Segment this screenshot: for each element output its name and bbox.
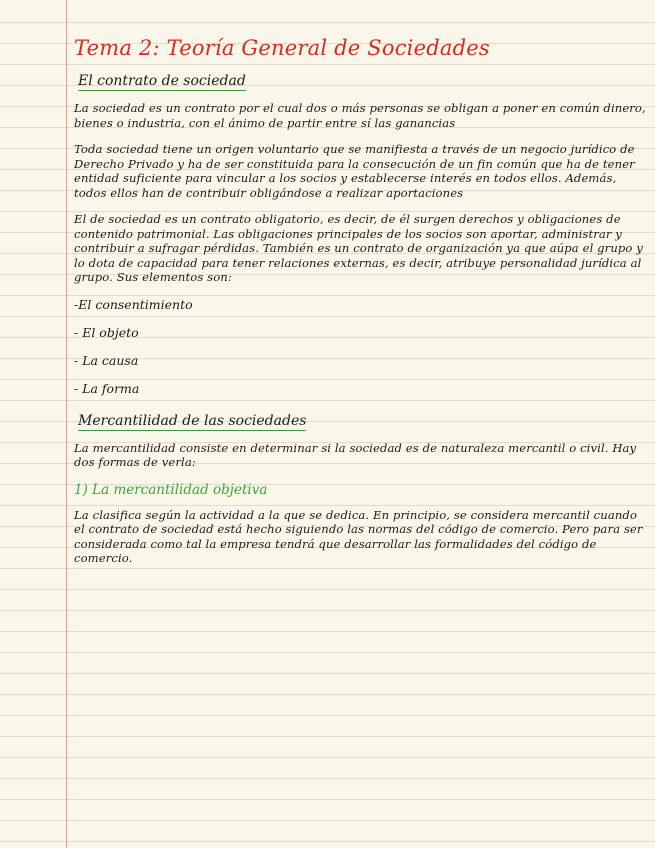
section-heading-mercantilidad: Mercantilidad de las sociedades [78, 412, 307, 429]
paragraph-mercantilidad-intro: La mercantilidad consiste en determinar si la sociedad es de naturaleza mercantil o civil. Hay dos formas de verla: [74, 440, 637, 469]
paragraph-definicion: La sociedad es un contrato por el cual dos o más personas se obligan a poner en común dinero, bienes o industria, con el ánimo de partir entre sí las ganancias [74, 101, 646, 130]
notes-content [74, 36, 648, 578]
list-item: -El consentimiento [74, 296, 193, 312]
subheading-objetiva: 1) La mercantilidad objetiva [74, 481, 268, 498]
list-item: - La forma [74, 380, 140, 396]
list-item: - El objeto [74, 324, 139, 340]
margin-line [66, 0, 67, 848]
section-heading-contrato: El contrato de sociedad [78, 73, 246, 89]
page-title: Tema 2: Teoría General de Sociedades [74, 36, 490, 60]
paragraph-origen: Toda sociedad tiene un origen voluntario que se manifiesta a través de un negocio jurídico de Derecho Privado y ha de ser constituida para la consecución de un fin común que ha de tener entidad suficiente para vincular a los socios y establecerse interés en todos ellos. Además, todos ellos han de contribuir obligándose a realizar aportaciones [74, 142, 635, 200]
elements-list [74, 297, 648, 396]
list-item: - La causa [74, 352, 139, 368]
paragraph-objetiva: La clasifica según la actividad a la que se dedica. En principio, se considera mercantil cuando el contrato de sociedad está hecho siguiendo las normas del código de comercio. Pero para ser considerada como tal la empresa tendrá que desarrollar las formalidades del código de comercio. [74, 507, 643, 565]
paragraph-obligatorio: El de sociedad es un contrato obligatorio, es decir, de él surgen derechos y obligaciones de contenido patrimonial. Las obligaciones principales de los socios son aportar, administrar y contribuir a sufragar pérdidas. También es un contrato de organización ya que aúpa el grupo y lo dota de capacidad para tener relaciones externas, es decir, atribuye personalidad jurídica al grupo. Sus elementos son: [74, 212, 643, 284]
